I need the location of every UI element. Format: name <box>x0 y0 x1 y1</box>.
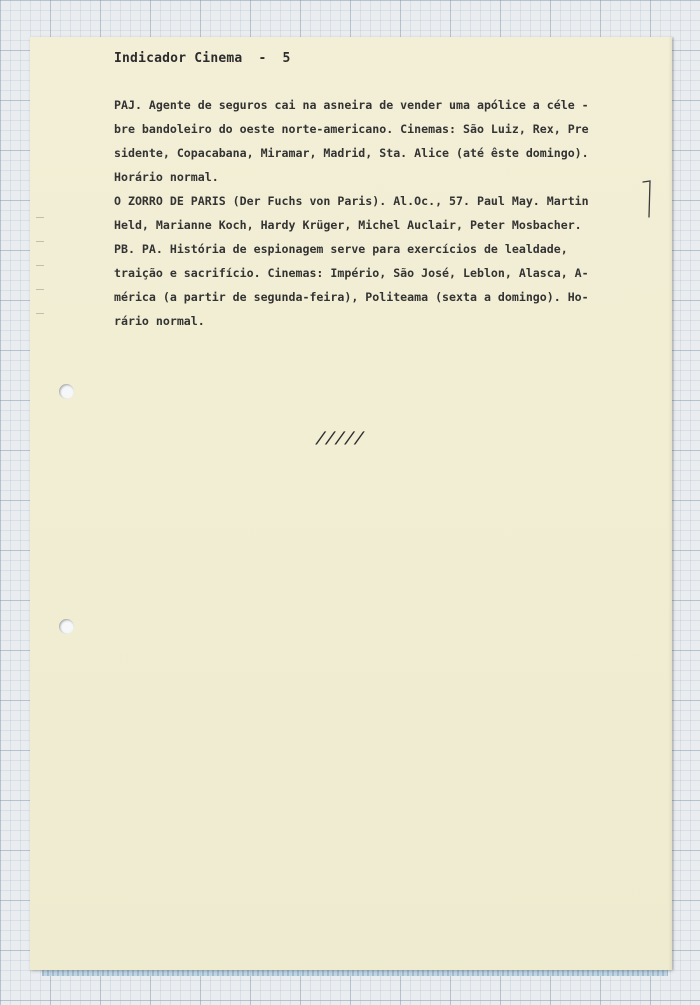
margin-tick <box>36 265 44 266</box>
margin-tick <box>36 313 44 314</box>
text-line: mérica (a partir de segunda-feira), Politeama (sexta a domingo). Ho- <box>114 290 589 304</box>
handwritten-bracket-mark <box>642 180 652 218</box>
punch-hole <box>59 619 74 634</box>
text-line: O ZORRO DE PARIS (Der Fuchs von Paris). Al.Oc., 57. Paul May. Martin <box>114 194 589 208</box>
punch-hole <box>59 384 74 399</box>
text-line: PAJ. Agente de seguros cai na asneira de vender uma apólice a céle - <box>114 98 589 112</box>
text-line: Horário normal. <box>114 170 219 184</box>
page-header: Indicador Cinema - 5 <box>114 51 291 66</box>
text-line: sidente, Copacabana, Miramar, Madrid, Sta. Alice (até êste domingo). <box>114 146 589 160</box>
text-line: traição e sacrifício. Cinemas: Império, São José, Leblon, Alasca, A- <box>114 266 589 280</box>
section-separator: ///// <box>313 428 367 447</box>
margin-tick <box>36 217 44 218</box>
review-text <box>114 93 654 333</box>
typewritten-page <box>30 37 672 970</box>
margin-tick <box>36 289 44 290</box>
text-line: rário normal. <box>114 314 205 328</box>
text-line: Held, Marianne Koch, Hardy Krüger, Michel Auclair, Peter Mosbacher. <box>114 218 582 232</box>
text-line: bre bandoleiro do oeste norte-americano. Cinemas: São Luiz, Rex, Pre <box>114 122 589 136</box>
text-line: PB. PA. História de espionagem serve para exercícios de lealdade, <box>114 242 568 256</box>
margin-tick <box>36 241 44 242</box>
